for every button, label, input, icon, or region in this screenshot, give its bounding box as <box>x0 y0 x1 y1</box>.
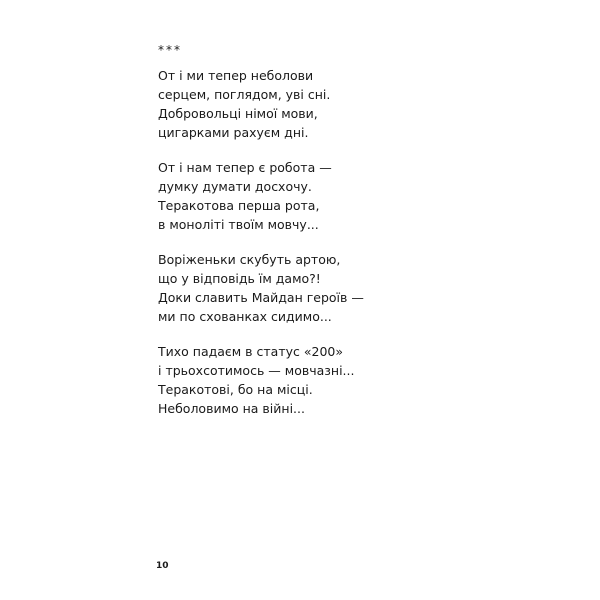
poem-line: цигарками рахуєм дні. <box>158 125 309 140</box>
stanza-4 <box>158 342 488 418</box>
poem-line: Неболовимо на війні... <box>158 401 305 416</box>
poem-line: Теракотова перша рота, <box>158 198 320 213</box>
poem-line: Доки славить Майдан героїв — <box>158 290 364 305</box>
poem-line: і трьохсотимось — мовчазні... <box>158 363 355 378</box>
poem-line: серцем, поглядом, уві сні. <box>158 87 331 102</box>
stanza-3 <box>158 250 488 326</box>
poem-heading: *** <box>158 43 182 57</box>
poem-line: ми по схованках сидимо... <box>158 309 332 324</box>
page-number: 10 <box>156 561 169 571</box>
poem-line: Добровольці німої мови, <box>158 106 318 121</box>
poem-line: що у відповідь їм дамо?! <box>158 271 321 286</box>
poem-line: думку думати досхочу. <box>158 179 312 194</box>
poem-line: От і нам тепер є робота — <box>158 160 332 175</box>
poem-line: Теракотові, бо на місці. <box>158 382 313 397</box>
poem-line: От і ми тепер неболови <box>158 68 314 83</box>
stanza-1 <box>158 66 488 142</box>
poem-line: в моноліті твоїм мовчу... <box>158 217 319 232</box>
stanza-2 <box>158 158 488 234</box>
poem <box>158 41 488 434</box>
poem-line: Воріженьки скубуть артою, <box>158 252 341 267</box>
poem-line: Тихо падаєм в статус «200» <box>158 344 344 359</box>
